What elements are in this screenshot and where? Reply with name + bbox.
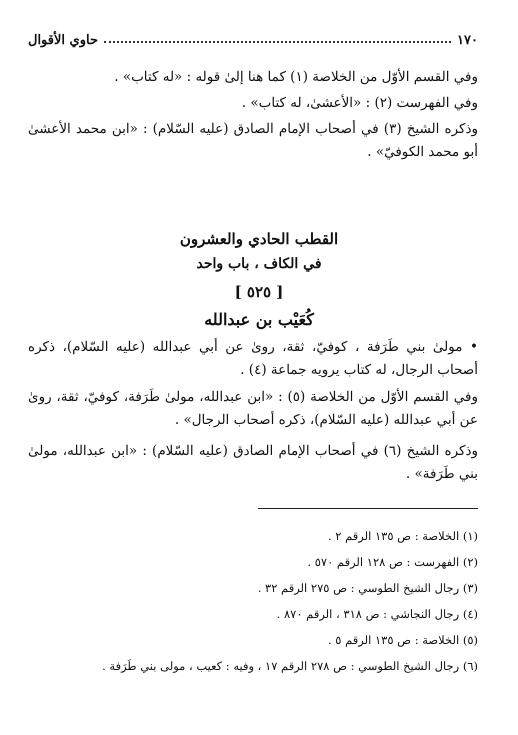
footnote-3: (٣) رجال الشيخ الطوسي : ص ٢٧٥ الرقم ٣٢ . bbox=[257, 581, 478, 595]
book-title: حاوي الأقوال bbox=[28, 33, 98, 48]
section-title: القطب الحادي والعشرون bbox=[179, 230, 339, 248]
footnote-4: (٤) رجال النجاشي : ص ٣١٨ ، الرقم ٨٧٠ . bbox=[276, 607, 478, 621]
entry-paragraph-1: • مولىٰ بني طَرَفة ، كوفيّ، ثقة، روىٰ عن أبي عبدالله (عليه السّلام)، ذكره أصحاب الرجال، له كتاب يرويه جماعة (٤) . bbox=[28, 339, 478, 378]
page-number: ١٧٠ bbox=[457, 33, 478, 48]
footnote-5: (٥) الخلاصة : ص ١٣٥ الرقم ٥ . bbox=[327, 633, 478, 647]
entry-paragraph-3: وذكره الشيخ (٦) في أصحاب الإمام الصادق (عليه السّلام) : «ابن عبدالله، مولىٰ بني طَرَفة» . bbox=[28, 443, 478, 482]
entry-name: كُعَيْب بن عبدالله bbox=[204, 310, 314, 329]
running-header bbox=[28, 28, 478, 48]
footnote-2: (٢) الفهرست : ص ١٢٨ الرقم ٥٧٠ . bbox=[307, 555, 478, 569]
intro-line-1: وفي القسم الأوّل من الخلاصة (١) كما هنا إلىٰ قوله : «له كتاب» . bbox=[114, 69, 478, 85]
entry-number: [ ٥٢٥ ] bbox=[234, 283, 284, 301]
intro-line-2: وفي الفهرست (٢) : «الأعشىٰ، له كتاب» . bbox=[241, 95, 478, 111]
entry-paragraph-2: وفي القسم الأوّل من الخلاصة (٥) : «ابن عبدالله، مولىٰ طَرَفة، كوفيّ، ثقة، روىٰ عن أبي عبدالله (عليه السّلام)، ذكره أصحاب الرجال» . bbox=[28, 389, 478, 428]
intro-line-3: وذكره الشيخ (٣) في أصحاب الإمام الصادق (عليه السّلام) : «ابن محمد الأعشىٰ أبو محمد الكوفيّ» . bbox=[28, 121, 478, 160]
header-leader-dots bbox=[104, 41, 451, 43]
section-subtitle: في الكاف ، باب واحد bbox=[196, 256, 322, 272]
footnote-6: (٦) رجال الشيخ الطوسي : ص ٢٧٨ الرقم ١٧ ، وفيه : كعيب ، مولى بني طَرَفة . bbox=[102, 659, 478, 673]
footnote-1: (١) الخلاصة : ص ١٣٥ الرقم ٢ . bbox=[327, 529, 478, 543]
footnote-separator bbox=[258, 508, 478, 509]
